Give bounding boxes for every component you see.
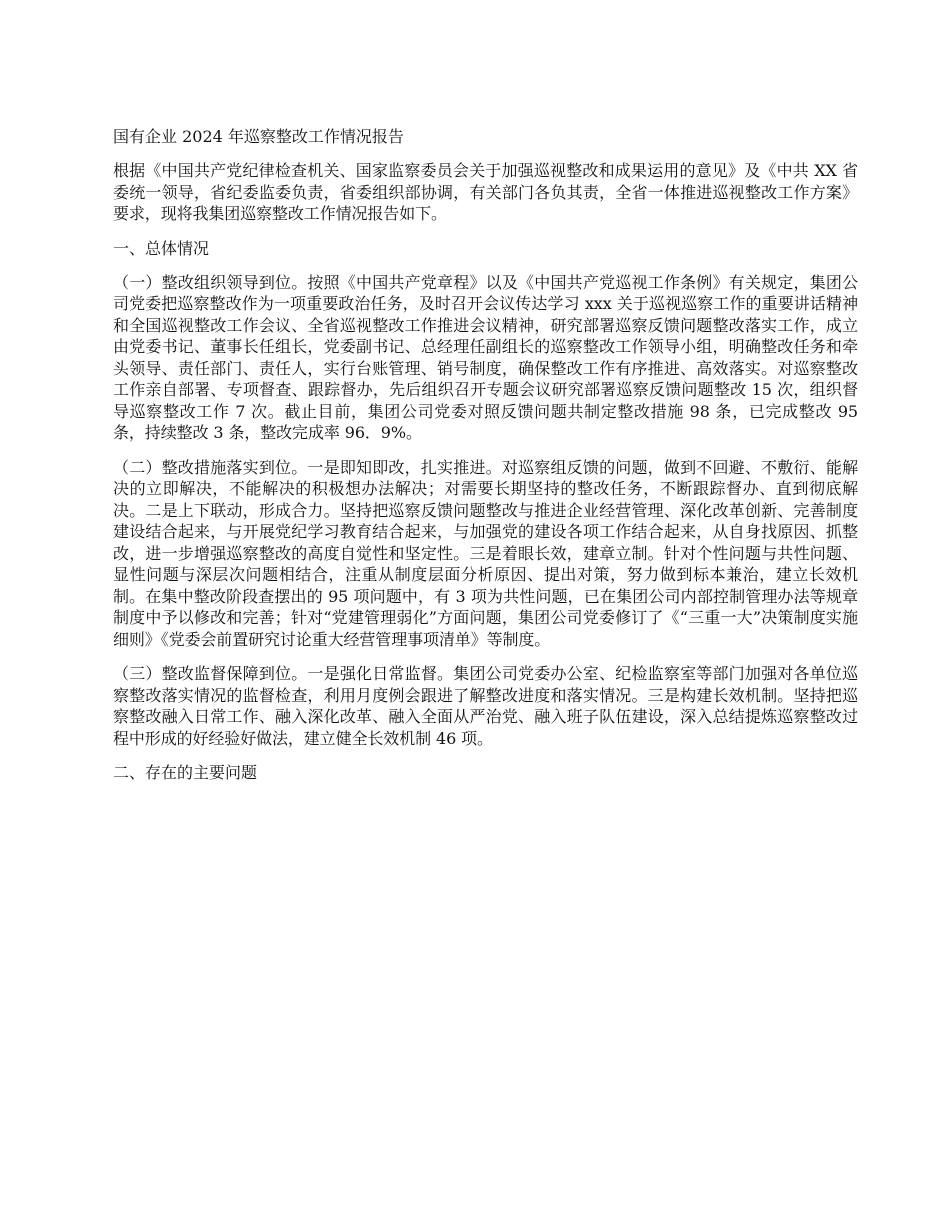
paragraph-supervision-guarantee: （三）整改监督保障到位。一是强化日常监督。集团公司党委办公室、纪检监察室等部门加强对各单位巡察整改落实情况的监督检查，利用月度例会跟进了解整改进度和落实情况。三是构建长效机制。坚持把巡察整改融入日常工作、融入深化改革、融入全面从严治党、融入班子队伍建设，深入总结提炼巡察整改过程中形成的好经验好做法，建立健全长效机制 46 项。 [113, 664, 858, 748]
intro-paragraph: 根据《中国共产党纪律检查机关、国家监察委员会关于加强巡视整改和成果运用的意见》及《中共 XX 省委统一领导，省纪委监委负责，省委组织部协调，有关部门各负其责，全省一体推进巡视整改工作方案》要求，现将我集团巡察整改工作情况报告如下。 [113, 161, 858, 223]
document-title: 国有企业 2024 年巡察整改工作情况报告 [113, 127, 404, 146]
section-heading-overview: 一、总体情况 [113, 238, 210, 258]
document-page [113, 126, 858, 796]
section-heading-main-problems: 二、存在的主要问题 [113, 763, 258, 782]
paragraph-organization-leadership: （一）整改组织领导到位。按照《中国共产党章程》以及《中国共产党巡视工作条例》有关规定，集团公司党委把巡察整改作为一项重要政治任务，及时召开会议传达学习 xxx 关于巡视巡察工作的重要讲话精神和全国巡视整改工作会议、全省巡视整改工作推进会议精神，研究部署巡察反馈问题整改落实工作，成立由党委书记、董事长任组长，党委副书记、总经理任副组长的巡察整改工作领导小组，明确整改任务和牵头领导、责任部门、责任人，实行台账管理、销号制度，确保整改工作有序推进、高效落实。对巡察整改工作亲自部署、专项督查、跟踪督办，先后组织召开专题会议研究部署巡察反馈问题整改 15 次，组织督导巡察整改工作 7 次。截止目前，集团公司党委对照反馈问题共制定整改措施 98 条，已完成整改 95 条，持续整改 3 条，整改完成率 96．9%。 [113, 272, 858, 442]
paragraph-measures-implementation: （二）整改措施落实到位。一是即知即改，扎实推进。对巡察组反馈的问题，做到不回避、不敷衍、能解决的立即解决，不能解决的积极想办法解决；对需要长期坚持的整改任务，不断跟踪督办、直到彻底解决。二是上下联动，形成合力。坚持把巡察反馈问题整改与推进企业经营管理、深化改革创新、完善制度建设结合起来，与开展党纪学习教育结合起来，与加强党的建设各项工作结合起来，从自身找原因、抓整改，进一步增强巡察整改的高度自觉性和坚定性。三是着眼长效，建章立制。针对个性问题与共性问题、显性问题与深层次问题相结合，注重从制度层面分析原因、提出对策，努力做到标本兼治，建立长效机制。在集中整改阶段查摆出的 95 项问题中，有 3 项为共性问题，已在集团公司内部控制管理办法等规章制度中予以修改和完善；针对“党建管理弱化”方面问题，集团公司党委修订了《“三重一大”决策制度实施细则》《党委会前置研究讨论重大经营管理事项清单》等制度。 [113, 457, 858, 649]
